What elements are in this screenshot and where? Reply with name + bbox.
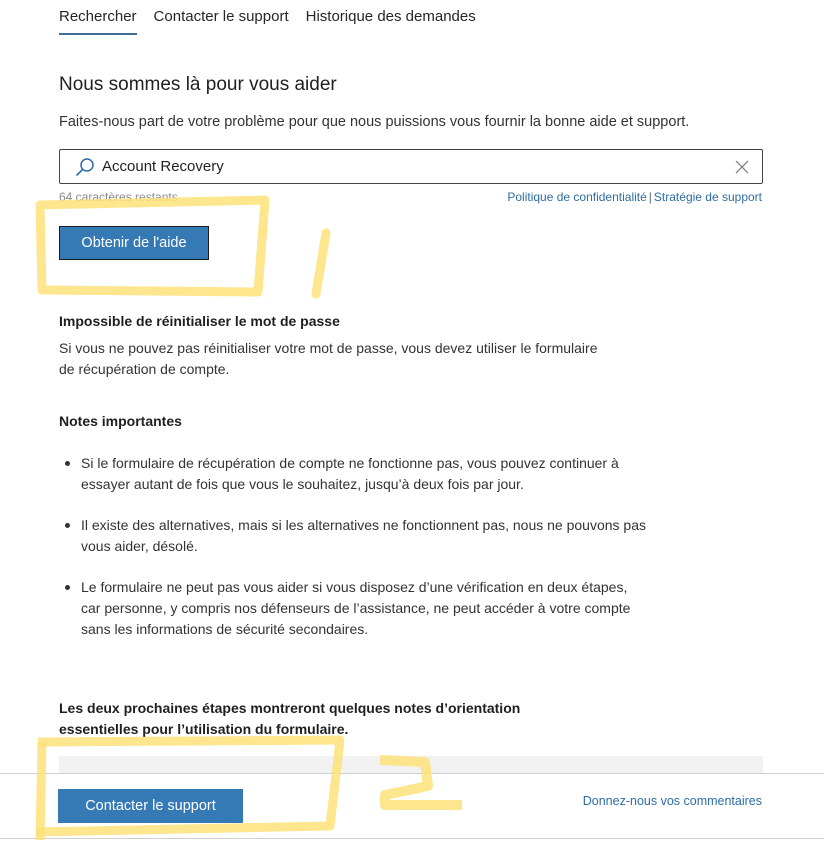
link-separator: | xyxy=(648,190,652,204)
privacy-policy-link[interactable]: Politique de confidentialité xyxy=(507,190,647,204)
notes-heading: Notes importantes xyxy=(59,413,182,429)
get-help-button[interactable]: Obtenir de l'aide xyxy=(59,226,209,260)
page-title: Nous sommes là pour vous aider xyxy=(59,74,337,95)
list-item: Il existe des alternatives, mais si les alternatives ne fonctionnent pas, nous ne pouvons pas vous aider, désolé. xyxy=(59,515,649,557)
result-body: Si vous ne pouvez pas réinitialiser votre mot de passe, vous devez utiliser le formulaire de récupération de compte. xyxy=(59,340,598,377)
policy-links xyxy=(507,190,762,204)
nav-tabs xyxy=(59,0,493,36)
list-item: Le formulaire ne peut pas vous aider si vous disposez d’une vérification en deux étapes, car personne, y compris nos défenseurs de l’assistance, ne peut accéder à votre compte sans les informations de sécurité secondaires. xyxy=(59,577,649,640)
footer-bar xyxy=(0,773,824,839)
page-subtitle: Faites-nous part de votre problème pour que nous puissions vous fournir la bonne aide et support. xyxy=(59,114,690,130)
search-box xyxy=(59,149,763,184)
notes-list xyxy=(59,453,649,660)
tab-historique-des-demandes[interactable]: Historique des demandes xyxy=(305,8,476,25)
list-item: Si le formulaire de récupération de compte ne fonctionne pas, vous pouvez continuer à essayer autant de fois que vous le souhaitez, jusqu’à deux fois par jour. xyxy=(59,453,649,495)
contact-support-button[interactable]: Contacter le support xyxy=(58,789,243,823)
search-icon xyxy=(74,156,96,178)
tab-rechercher[interactable]: Rechercher xyxy=(59,0,137,36)
support-policy-link[interactable]: Stratégie de support xyxy=(653,190,762,204)
result-heading: Impossible de réinitialiser le mot de passe xyxy=(59,313,340,329)
characters-remaining: 64 caractères restants xyxy=(59,190,178,204)
feedback-link[interactable]: Donnez-nous vos commentaires xyxy=(582,794,762,808)
tab-contacter-le-support[interactable]: Contacter le support xyxy=(153,8,289,25)
search-input[interactable] xyxy=(102,158,732,175)
next-steps-text: Les deux prochaines étapes montreront quelques notes d’orientation essentielles pour l’utilisation du formulaire. xyxy=(59,700,521,737)
close-icon[interactable] xyxy=(732,157,752,177)
